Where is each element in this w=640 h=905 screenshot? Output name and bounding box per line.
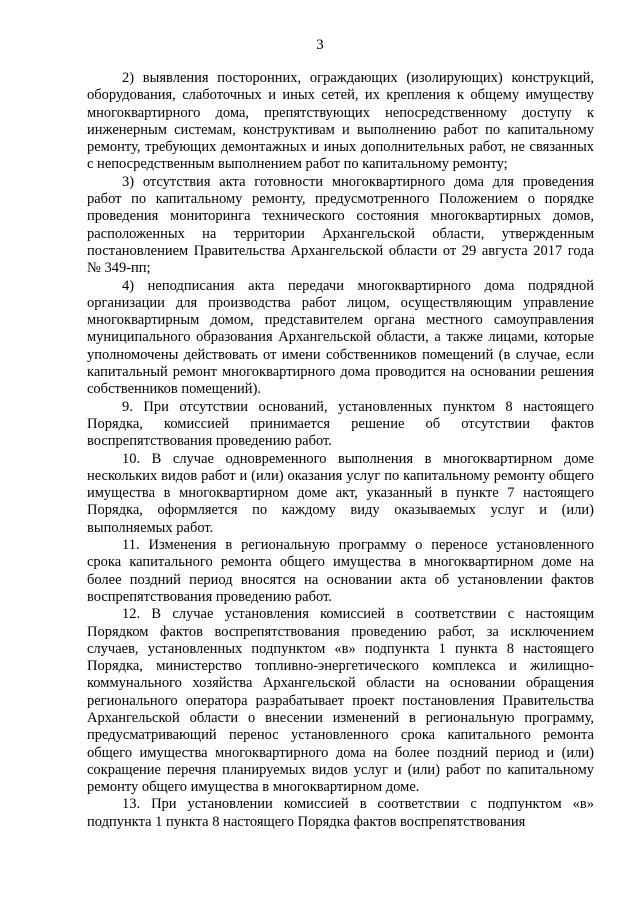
paragraph-subitem-2: 2) выявления посторонних, ограждающих (изолирующих) конструкций, оборудования, слаботочных и иных сетей, их крепления к общему имуществу многоквартирного дома, препятствующих непосредственному доступу к инженерным системам, конструктивам и выполнению работ по капитальному ремонту, требующих демонтажных и иных дополнительных работ, не связанных с непосредственным выполнением работ по капитальному ремонту; <box>87 70 594 173</box>
page-number: 3 <box>316 37 324 53</box>
paragraph-item-11: 11. Изменения в региональную программу о переносе установленного срока капитального ремонта общего имущества в многоквартирном доме на более поздний период вносятся на основании акта об установлении фактов воспрепятствования проведению работ. <box>87 537 594 605</box>
paragraph-item-13: 13. При установлении комиссией в соответствии с подпунктом «в» подпункта 1 пункта 8 настоящего Порядка фактов воспрепятствования <box>87 796 594 830</box>
paragraph-item-9: 9. При отсутствии оснований, установленных пунктом 8 настоящего Порядка, комиссией принимается решение об отсутствии фактов воспрепятствования проведению работ. <box>87 398 594 450</box>
paragraph-item-12: 12. В случае установления комиссией в соответствии с настоящим Порядком фактов воспрепятствования проведению работ, за исключением случаев, установленных подпунктом «в» подпункта 1 пункта 8 настоящего Порядка, министерство топливно-энергетического комплекса и жилищно-коммунального хозяйства Архангельской области на основании обращения регионального оператора разрабатывает проект постановления Правительства Архангельской области о внесении изменений в региональную программу, предусматривающий перенос установленного срока капитального ремонта общего имущества многоквартирного дома на более поздний период и (или) сокращение перечня планируемых видов услуг и (или) работ по капитальному ремонту общего имущества в многоквартирном доме. <box>87 606 594 796</box>
paragraph-item-10: 10. В случае одновременного выполнения в многоквартирном доме нескольких видов работ и (или) оказания услуг по капитальному ремонту общего имущества в многоквартирном доме акт, указанный в пункте 7 настоящего Порядка, оформляется по каждому виду оказываемых услуг и (или) выполняемых работ. <box>87 450 594 536</box>
document-body <box>87 70 594 831</box>
paragraph-subitem-3: 3) отсутствия акта готовности многоквартирного дома для проведения работ по капитальному ремонту, предусмотренного Положением о порядке проведения мониторинга технического состояния многоквартирных домов, расположенных на территории Архангельской области, утвержденным постановлением Правительства Архангельской области от 29 августа 2017 года № 349-пп; <box>87 173 594 277</box>
paragraph-subitem-4: 4) неподписания акта передачи многоквартирного дома подрядной организации для производства работ лицом, осуществляющим управление многоквартирным домом, представителем органа местного самоуправления муниципального образования Архангельской области, а также лицами, которые уполномочены действовать от имени собственников помещений (в случае, если капитальный ремонт многоквартирного дома проводится на основании решения собственников помещений). <box>87 277 594 398</box>
